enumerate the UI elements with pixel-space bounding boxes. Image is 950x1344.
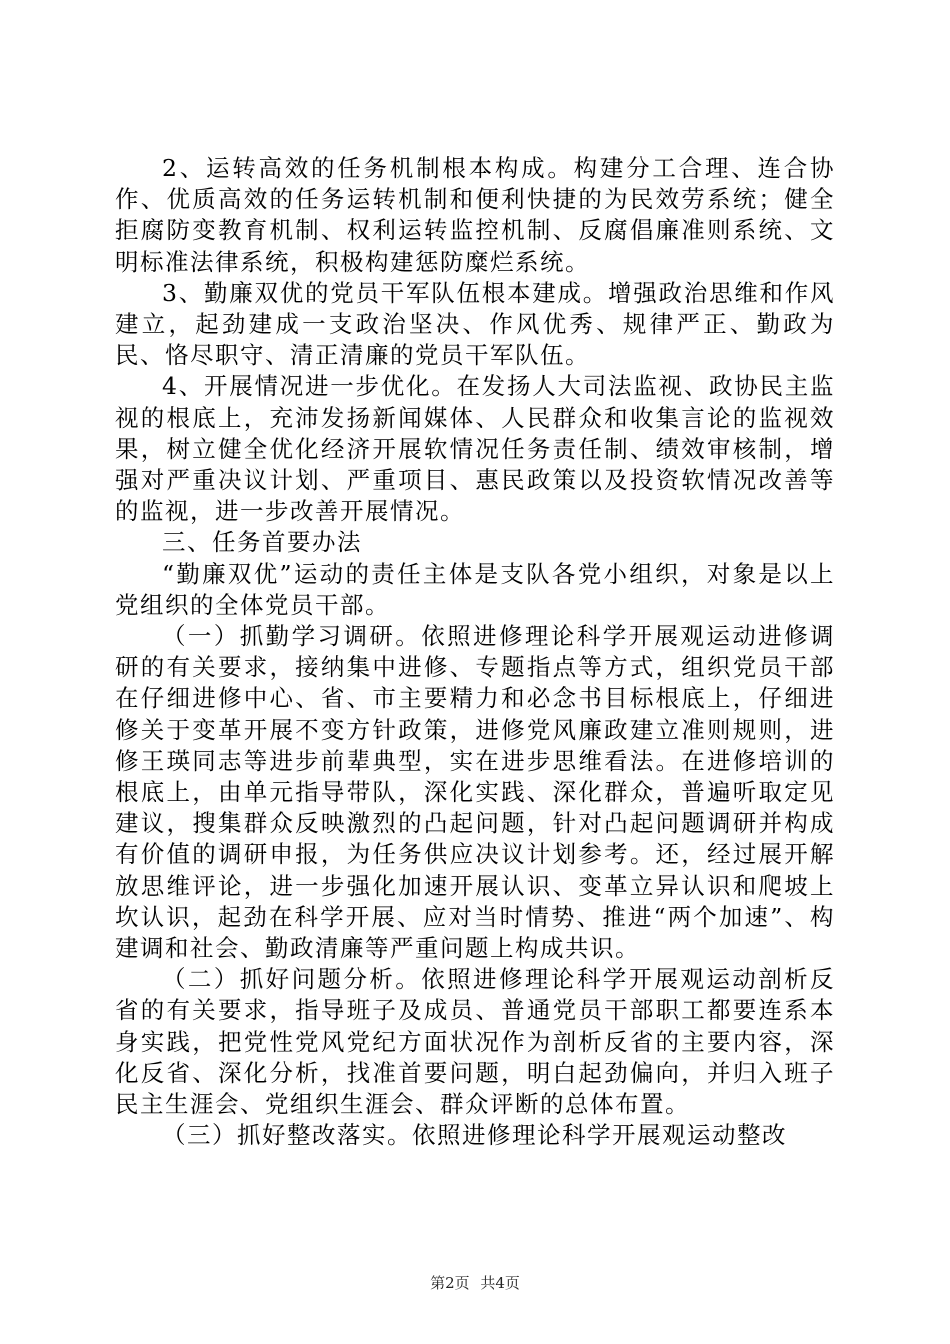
paragraph-7: （三）抓好整改落实。依照进修理论科学开展观运动整改 [162,1121,787,1150]
paragraph-1: 2、运转高效的任务机制根本构成。构建分工合理、连合协作、优质高效的任务运转机制和便利快捷的为民效劳系统；健全拒腐防变教育机制、权利运转监控机制、反腐倡廉准则系统、文明标准法律系统，积极构建惩防糜烂系统。 [115,154,835,276]
document-body [115,153,835,1152]
paragraph-6: （二）抓好问题分析。依照进修理论科学开展观运动剖析反省的有关要求，指导班子及成员、普通党员干部职工都要连系本身实践，把党性党风党纪方面状况作为剖析反省的主要内容，深化反省、深化分析，找准首要问题，明白起劲偏向，并归入班子民主生涯会、党组织生涯会、群众评断的总体布置。 [115,965,835,1119]
paragraph-3: 4、开展情况进一步优化。在发扬人大司法监视、政协民主监视的根底上，充沛发扬新闻媒体、人民群众和收集言论的监视效果，树立健全优化经济开展软情况任务责任制、绩效审核制，增强对严重决议计划、严重项目、惠民政策以及投资软情况改善等的监视，进一步改善开展情况。 [115,372,835,526]
paragraph-5: （一）抓勤学习调研。依照进修理论科学开展观运动进修调研的有关要求，接纳集中进修、专题指点等方式，组织党员干部在仔细进修中心、省、市主要精力和必念书目标根底上，仔细进修关于变革开展不变方针政策，进修党风廉政建立准则规则，进修王瑛同志等进步前辈典型，实在进步思维看法。在进修培训的根底上，由单元指导带队，深化实践、深化群众，普遍听取定见建议，搜集群众反映激烈的凸起问题，针对凸起问题调研并构成有价值的调研申报，为任务供应决议计划参考。还，经过展开解放思维评论，进一步强化加速开展认识、变革立异认识和爬坡上坎认识，起劲在科学开展、应对当时情势、推进“两个加速”、构建调和社会、勤政清廉等严重问题上构成共识。 [115,622,835,963]
page-number: 第2页 [430,1274,470,1292]
paragraph-4: “勤廉双优”运动的责任主体是支队各党小组织，对象是以上党组织的全体党员干部。 [115,559,835,619]
page-footer [0,1272,950,1293]
page-total: 共4页 [480,1274,520,1292]
paragraph-2: 3、勤廉双优的党员干军队伍根本建成。增强政治思维和作风建立，起劲建成一支政治坚决、作风优秀、规律严正、勤政为民、恪尽职守、清正清廉的党员干军队伍。 [115,278,835,370]
section-heading: 三、任务首要办法 [162,528,362,557]
